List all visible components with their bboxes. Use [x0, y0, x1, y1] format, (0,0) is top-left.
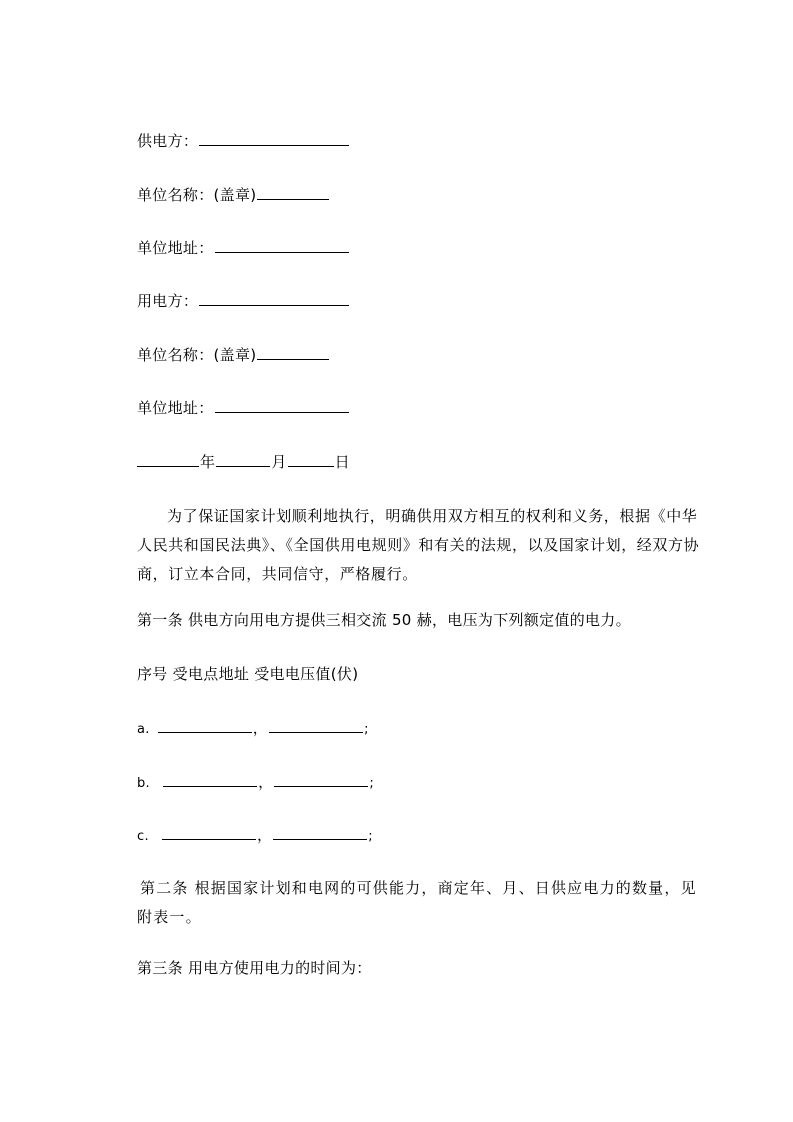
supplier-address-blank[interactable] [215, 238, 349, 253]
row-a-address-blank[interactable] [158, 718, 252, 733]
row-c [137, 825, 373, 847]
consumer-address-line [137, 398, 350, 418]
row-c-label: c. [137, 829, 149, 844]
consumer-label: 用电方： [137, 292, 199, 310]
row-a-voltage-blank[interactable] [269, 718, 363, 733]
consumer-blank[interactable] [199, 291, 349, 306]
row-a [137, 718, 369, 740]
supplier-name-blank[interactable] [257, 185, 329, 200]
row-b-end: ; [369, 776, 375, 791]
preamble-paragraph: 为了保证国家计划顺利地执行，明确供用双方相互的权利和义务，根据《中华人民共和国民法典》、《全国供用电规则》和有关的法规，以及国家计划，经双方协商，订立本合同，共同信守，严格履行。 [137, 507, 700, 583]
article-1: 第一条 供电方向用电方提供三相交流 50 赫，电压为下列额定值的电力。 [137, 611, 631, 629]
row-b [137, 772, 374, 794]
supplier-name-line [137, 185, 330, 205]
consumer-name-blank[interactable] [257, 345, 329, 360]
article-3: 第三条 用电方使用电力的时间为： [137, 959, 372, 977]
day-blank[interactable] [288, 452, 334, 467]
row-b-address-blank[interactable] [163, 772, 257, 787]
row-c-end: ; [368, 829, 373, 844]
row-b-comma: ， [258, 773, 274, 791]
row-a-label: a. [137, 722, 150, 737]
consumer-address-label: 单位地址： [137, 399, 214, 417]
day-label: 日 [334, 453, 350, 471]
month-label: 月 [271, 453, 287, 471]
row-b-voltage-blank[interactable] [274, 772, 368, 787]
row-c-voltage-blank[interactable] [273, 825, 367, 840]
date-line [137, 452, 350, 472]
row-c-comma: ， [256, 826, 273, 844]
supplier-blank[interactable] [199, 131, 349, 146]
supplier-line [137, 131, 350, 151]
supplier-address-label: 单位地址： [137, 239, 214, 257]
consumer-name-label: 单位名称：(盖章) [137, 346, 257, 364]
article-2: 第二条 根据国家计划和电网的可供能力，商定年、月、日供应电力的数量，见附表一。 [137, 879, 697, 926]
year-label: 年 [200, 453, 216, 471]
month-blank[interactable] [216, 452, 270, 467]
table-header: 序号 受电点地址 受电电压值(伏) [137, 665, 359, 683]
supplier-name-label: 单位名称：(盖章) [137, 186, 257, 204]
row-c-address-blank[interactable] [162, 825, 256, 840]
row-a-end: ; [364, 722, 369, 737]
supplier-address-line [137, 238, 350, 258]
consumer-address-blank[interactable] [215, 398, 349, 413]
supplier-label: 供电方： [137, 132, 199, 150]
row-b-label: b. [137, 776, 150, 791]
year-blank[interactable] [137, 452, 199, 467]
consumer-line [137, 291, 350, 311]
row-a-comma: ， [252, 719, 269, 737]
consumer-name-line [137, 345, 330, 365]
